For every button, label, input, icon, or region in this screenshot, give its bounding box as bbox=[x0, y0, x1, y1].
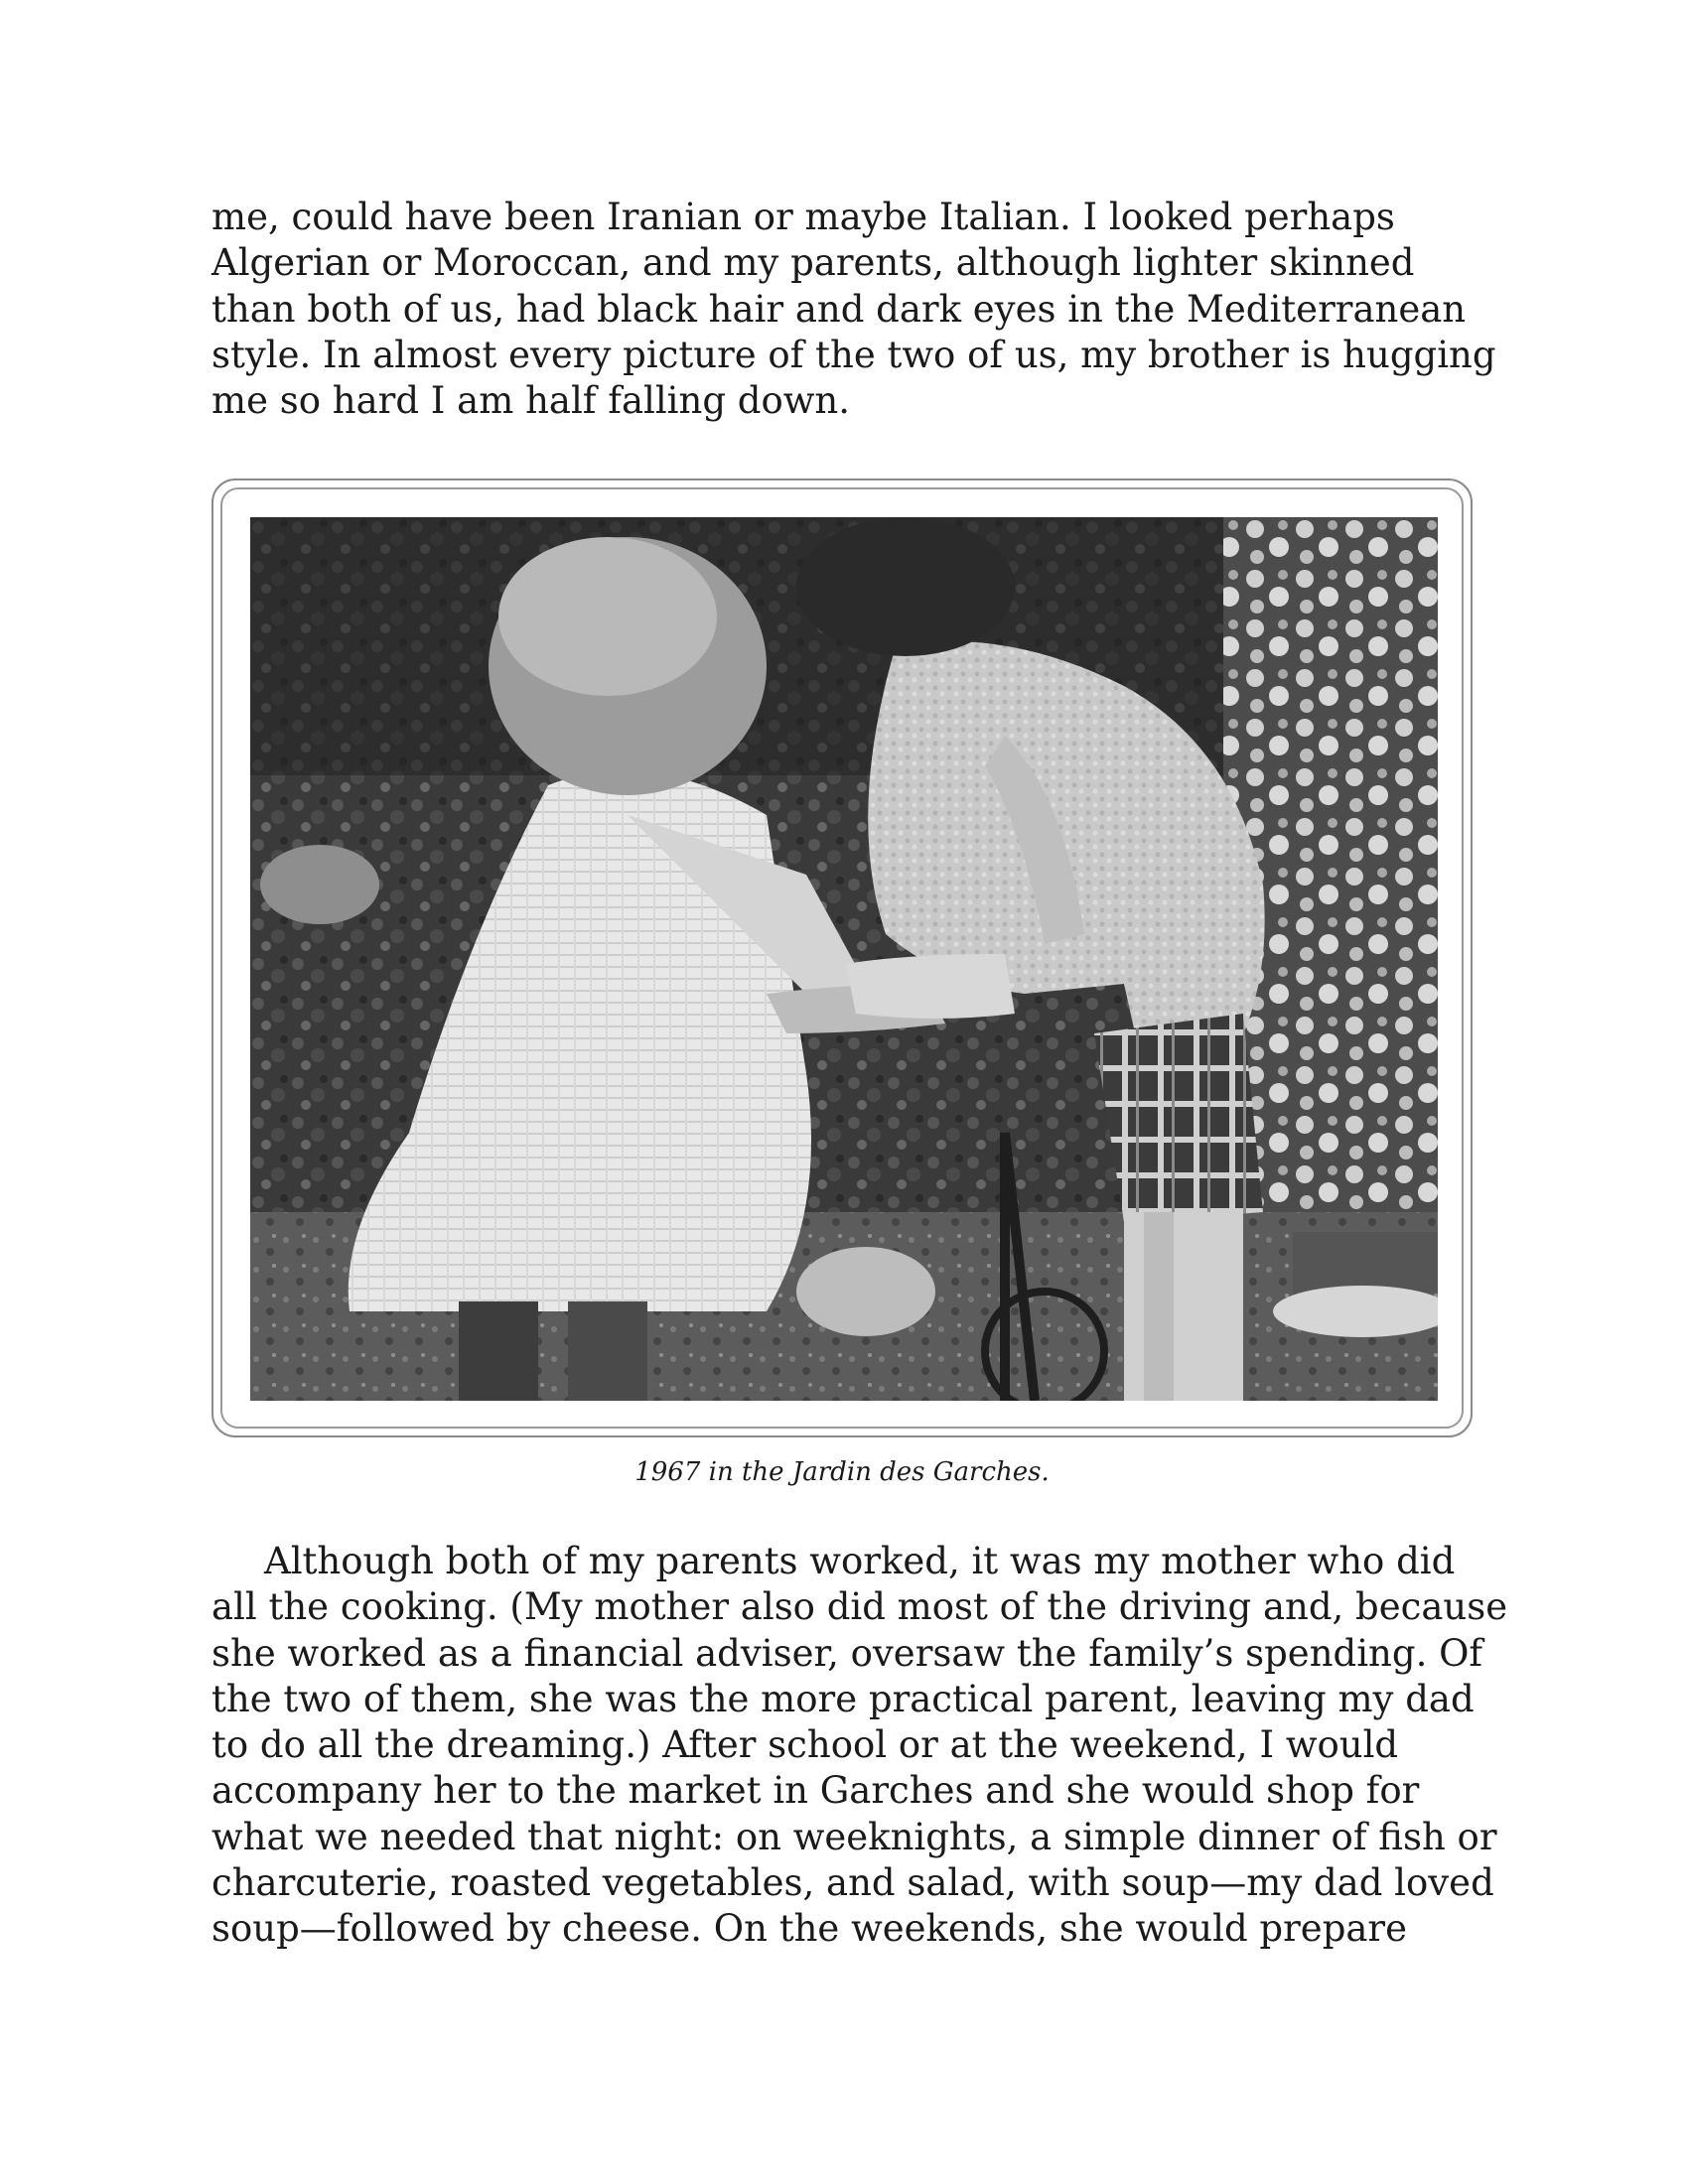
text-line: she worked as a financial adviser, oversaw the family’s spending. Of bbox=[211, 1631, 1483, 1675]
photograph-children-in-garden bbox=[250, 517, 1438, 1401]
text-line: the two of them, she was the more practical parent, leaving my dad bbox=[211, 1677, 1475, 1720]
paragraph-top bbox=[211, 195, 1496, 424]
text-line: than both of us, had black hair and dark eyes in the Mediterranean bbox=[211, 287, 1467, 331]
photo-frame bbox=[211, 478, 1473, 1437]
text-line: what we needed that night: on weeknights, a simple dinner of fish or bbox=[211, 1815, 1497, 1858]
text-line: to do all the dreaming.) After school or at the weekend, I would bbox=[211, 1723, 1399, 1767]
text-line: me, could have been Iranian or maybe Italian. I looked perhaps bbox=[211, 196, 1395, 238]
text-line: charcuterie, roasted vegetables, and salad, with soup—my dad loved bbox=[211, 1861, 1494, 1905]
photo-illustration bbox=[250, 517, 1438, 1401]
text-line: style. In almost every picture of the two of us, my brother is hugging bbox=[211, 333, 1496, 376]
body-paragraph bbox=[211, 1539, 1508, 1953]
text-line: soup—followed by cheese. On the weekends, she would prepare bbox=[211, 1907, 1408, 1951]
text-line: me so hard I am half falling down. bbox=[211, 379, 851, 423]
body-paragraph bbox=[211, 195, 1496, 424]
text-line: Algerian or Moroccan, and my parents, although lighter skinned bbox=[211, 241, 1415, 285]
text-line-indented: Although both of my parents worked, it was my mother who did bbox=[264, 1540, 1456, 1582]
text-line: all the cooking. (My mother also did most of the driving and, because bbox=[211, 1585, 1508, 1629]
text-line: accompany her to the market in Garches and she would shop for bbox=[211, 1769, 1420, 1813]
figure-caption: 1967 in the Jardin des Garches. bbox=[634, 1457, 1050, 1487]
paragraph-bottom bbox=[211, 1539, 1508, 1953]
